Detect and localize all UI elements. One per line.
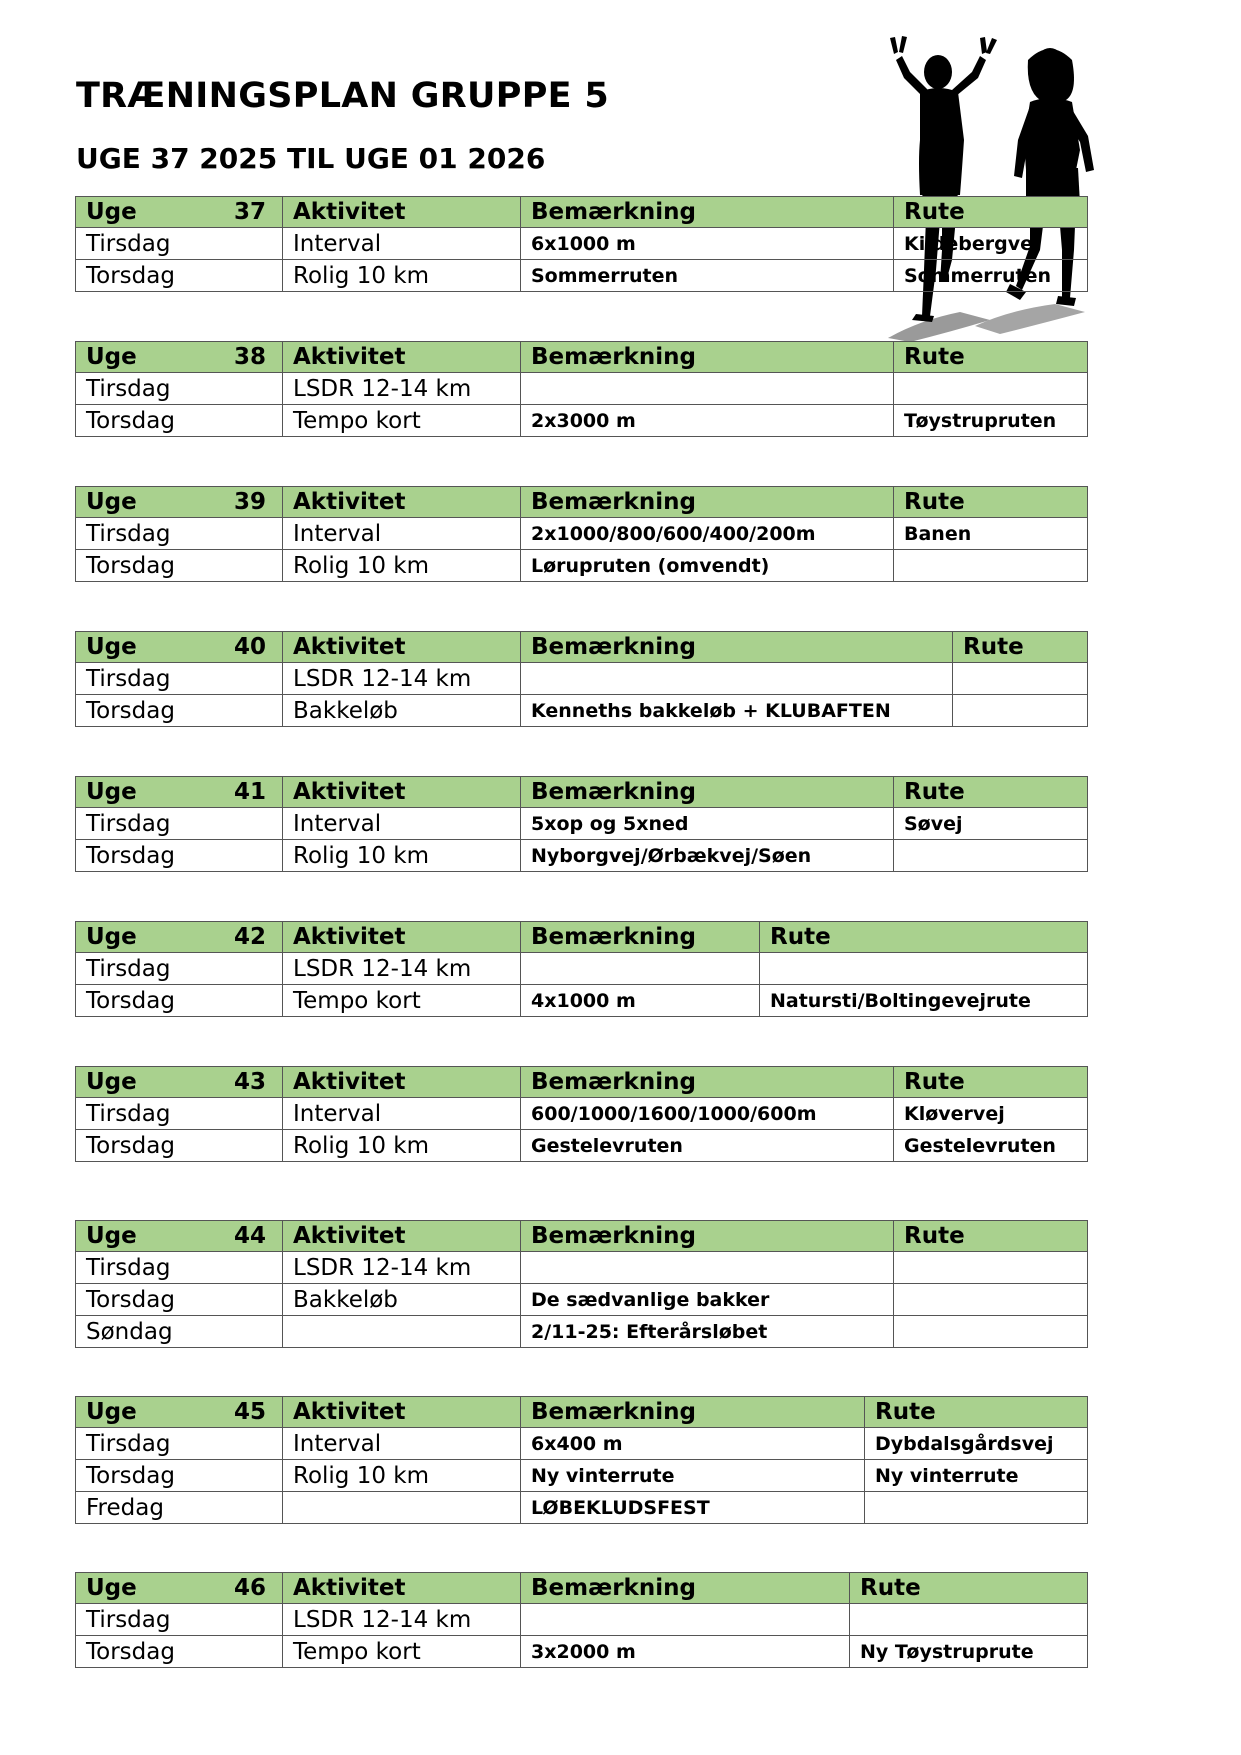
table-row <box>76 953 1088 985</box>
week-table <box>75 486 1088 582</box>
bemaerkning-header: Bemærkning <box>521 1573 850 1604</box>
table-row <box>76 550 1088 582</box>
week-number: 39 <box>233 489 266 515</box>
route-cell: Kildebergvej <box>894 228 1088 260</box>
route-cell: Kløvervej <box>894 1098 1088 1130</box>
note-cell <box>521 663 953 695</box>
day-cell: Tirsdag <box>76 373 283 405</box>
uge-label: Uge <box>86 199 137 225</box>
route-cell <box>953 695 1088 727</box>
day-cell: Torsdag <box>76 1284 283 1316</box>
week-cell <box>76 197 283 228</box>
week-table <box>75 1572 1088 1668</box>
week-table <box>75 631 1088 727</box>
week-header-row <box>76 487 1088 518</box>
note-cell: De sædvanlige bakker <box>521 1284 894 1316</box>
table-row <box>76 663 1088 695</box>
day-cell: Torsdag <box>76 550 283 582</box>
note-cell: 2x1000/800/600/400/200m <box>521 518 894 550</box>
week-cell <box>76 1221 283 1252</box>
rute-header: Rute <box>953 632 1088 663</box>
note-cell: 4x1000 m <box>521 985 760 1017</box>
table-row <box>76 1130 1088 1162</box>
table-row <box>76 405 1088 437</box>
table-row <box>76 1316 1088 1348</box>
week-header-row <box>76 342 1088 373</box>
activity-cell: Interval <box>283 1428 521 1460</box>
week-number: 45 <box>233 1399 266 1425</box>
route-cell <box>894 840 1088 872</box>
day-cell: Søndag <box>76 1316 283 1348</box>
week-header-row <box>76 1573 1088 1604</box>
week-cell <box>76 1397 283 1428</box>
note-cell: Kenneths bakkeløb + KLUBAFTEN <box>521 695 953 727</box>
activity-cell: Rolig 10 km <box>283 1460 521 1492</box>
table-row <box>76 1252 1088 1284</box>
table-row <box>76 1284 1088 1316</box>
aktivitet-header: Aktivitet <box>283 1397 521 1428</box>
note-cell: 6x1000 m <box>521 228 894 260</box>
day-cell: Tirsdag <box>76 1098 283 1130</box>
day-cell: Torsdag <box>76 695 283 727</box>
week-number: 41 <box>233 779 266 805</box>
uge-label: Uge <box>86 489 137 515</box>
activity-cell: LSDR 12-14 km <box>283 1252 521 1284</box>
week-table <box>75 1066 1088 1162</box>
aktivitet-header: Aktivitet <box>283 777 521 808</box>
week-table <box>75 196 1088 292</box>
bemaerkning-header: Bemærkning <box>521 197 894 228</box>
note-cell: 2x3000 m <box>521 405 894 437</box>
day-cell: Tirsdag <box>76 808 283 840</box>
route-cell: Gestelevruten <box>894 1130 1088 1162</box>
bemaerkning-header: Bemærkning <box>521 1221 894 1252</box>
route-cell: Ny vinterrute <box>865 1460 1088 1492</box>
aktivitet-header: Aktivitet <box>283 1067 521 1098</box>
route-cell: Søvej <box>894 808 1088 840</box>
week-number: 37 <box>233 199 266 225</box>
week-number: 43 <box>233 1069 266 1095</box>
week-cell <box>76 1573 283 1604</box>
route-cell <box>894 1284 1088 1316</box>
table-row <box>76 260 1088 292</box>
note-cell <box>521 1252 894 1284</box>
route-cell <box>850 1604 1088 1636</box>
week-header-row <box>76 1221 1088 1252</box>
week-table <box>75 921 1088 1017</box>
day-cell: Torsdag <box>76 405 283 437</box>
note-cell: Nyborgvej/Ørbækvej/Søen <box>521 840 894 872</box>
route-cell <box>953 663 1088 695</box>
route-cell: Dybdalsgårdsvej <box>865 1428 1088 1460</box>
table-row <box>76 695 1088 727</box>
week-number: 38 <box>233 344 266 370</box>
route-cell <box>760 953 1088 985</box>
day-cell: Torsdag <box>76 260 283 292</box>
day-cell: Tirsdag <box>76 663 283 695</box>
table-row <box>76 840 1088 872</box>
aktivitet-header: Aktivitet <box>283 342 521 373</box>
bemaerkning-header: Bemærkning <box>521 922 760 953</box>
week-header-row <box>76 922 1088 953</box>
week-number: 44 <box>233 1223 266 1249</box>
route-cell: Banen <box>894 518 1088 550</box>
week-cell <box>76 777 283 808</box>
table-row <box>76 373 1088 405</box>
note-cell: Ny vinterrute <box>521 1460 865 1492</box>
uge-label: Uge <box>86 1575 137 1601</box>
week-number: 46 <box>233 1575 266 1601</box>
rute-header: Rute <box>850 1573 1088 1604</box>
rute-header: Rute <box>865 1397 1088 1428</box>
activity-cell: Rolig 10 km <box>283 260 521 292</box>
bemaerkning-header: Bemærkning <box>521 777 894 808</box>
route-cell: Natursti/Boltingevejrute <box>760 985 1088 1017</box>
note-cell: Lørupruten (omvendt) <box>521 550 894 582</box>
week-cell <box>76 632 283 663</box>
route-cell: Ny Tøystruprute <box>850 1636 1088 1668</box>
route-cell <box>894 550 1088 582</box>
activity-cell <box>283 1492 521 1524</box>
activity-cell: Interval <box>283 808 521 840</box>
activity-cell: Tempo kort <box>283 405 521 437</box>
bemaerkning-header: Bemærkning <box>521 342 894 373</box>
week-header-row <box>76 197 1088 228</box>
activity-cell: Tempo kort <box>283 1636 521 1668</box>
day-cell: Torsdag <box>76 1460 283 1492</box>
rute-header: Rute <box>894 1221 1088 1252</box>
activity-cell: Interval <box>283 518 521 550</box>
week-header-row <box>76 632 1088 663</box>
rute-header: Rute <box>894 487 1088 518</box>
week-number: 42 <box>233 924 266 950</box>
bemaerkning-header: Bemærkning <box>521 1397 865 1428</box>
route-cell: Tøystrupruten <box>894 405 1088 437</box>
week-cell <box>76 1067 283 1098</box>
week-header-row <box>76 777 1088 808</box>
week-header-row <box>76 1067 1088 1098</box>
note-cell: 3x2000 m <box>521 1636 850 1668</box>
aktivitet-header: Aktivitet <box>283 1221 521 1252</box>
aktivitet-header: Aktivitet <box>283 1573 521 1604</box>
day-cell: Torsdag <box>76 840 283 872</box>
table-row <box>76 228 1088 260</box>
note-cell: 5xop og 5xned <box>521 808 894 840</box>
note-cell: 6x400 m <box>521 1428 865 1460</box>
activity-cell: Bakkeløb <box>283 695 521 727</box>
runners-silhouette-icon <box>880 20 1120 350</box>
day-cell: Tirsdag <box>76 1252 283 1284</box>
week-cell <box>76 922 283 953</box>
week-table <box>75 341 1088 437</box>
bemaerkning-header: Bemærkning <box>521 632 953 663</box>
table-row <box>76 1460 1088 1492</box>
activity-cell: Interval <box>283 1098 521 1130</box>
note-cell: Sommerruten <box>521 260 894 292</box>
week-table <box>75 1220 1088 1348</box>
note-cell <box>521 953 760 985</box>
day-cell: Torsdag <box>76 1130 283 1162</box>
uge-label: Uge <box>86 1223 137 1249</box>
week-number: 40 <box>233 634 266 660</box>
note-cell: Gestelevruten <box>521 1130 894 1162</box>
rute-header: Rute <box>894 342 1088 373</box>
table-row <box>76 1428 1088 1460</box>
aktivitet-header: Aktivitet <box>283 197 521 228</box>
day-cell: Tirsdag <box>76 518 283 550</box>
bemaerkning-header: Bemærkning <box>521 487 894 518</box>
table-row <box>76 808 1088 840</box>
week-table <box>75 776 1088 872</box>
page-subtitle: UGE 37 2025 TIL UGE 01 2026 <box>76 142 546 175</box>
day-cell: Fredag <box>76 1492 283 1524</box>
page-title: TRÆNINGSPLAN GRUPPE 5 <box>76 76 610 116</box>
table-row <box>76 1492 1088 1524</box>
rute-header: Rute <box>894 777 1088 808</box>
day-cell: Tirsdag <box>76 1428 283 1460</box>
rute-header: Rute <box>894 1067 1088 1098</box>
bemaerkning-header: Bemærkning <box>521 1067 894 1098</box>
week-cell <box>76 487 283 518</box>
note-cell: LØBEKLUDSFEST <box>521 1492 865 1524</box>
uge-label: Uge <box>86 1399 137 1425</box>
table-row <box>76 1098 1088 1130</box>
route-cell <box>894 1316 1088 1348</box>
day-cell: Tirsdag <box>76 228 283 260</box>
activity-cell: Rolig 10 km <box>283 550 521 582</box>
activity-cell: Rolig 10 km <box>283 1130 521 1162</box>
day-cell: Tirsdag <box>76 1604 283 1636</box>
uge-label: Uge <box>86 1069 137 1095</box>
rute-header: Rute <box>760 922 1088 953</box>
uge-label: Uge <box>86 924 137 950</box>
activity-cell <box>283 1316 521 1348</box>
activity-cell: LSDR 12-14 km <box>283 1604 521 1636</box>
note-cell <box>521 1604 850 1636</box>
day-cell: Tirsdag <box>76 953 283 985</box>
route-cell <box>894 373 1088 405</box>
aktivitet-header: Aktivitet <box>283 632 521 663</box>
activity-cell: Rolig 10 km <box>283 840 521 872</box>
route-cell <box>894 1252 1088 1284</box>
rute-header: Rute <box>894 197 1088 228</box>
week-header-row <box>76 1397 1088 1428</box>
activity-cell: LSDR 12-14 km <box>283 663 521 695</box>
day-cell: Torsdag <box>76 985 283 1017</box>
aktivitet-header: Aktivitet <box>283 922 521 953</box>
aktivitet-header: Aktivitet <box>283 487 521 518</box>
activity-cell: Tempo kort <box>283 985 521 1017</box>
uge-label: Uge <box>86 634 137 660</box>
activity-cell: Bakkeløb <box>283 1284 521 1316</box>
table-row <box>76 518 1088 550</box>
week-cell <box>76 342 283 373</box>
table-row <box>76 1636 1088 1668</box>
route-cell: Sommerruten <box>894 260 1088 292</box>
table-row <box>76 1604 1088 1636</box>
note-cell: 2/11-25: Efterårsløbet <box>521 1316 894 1348</box>
note-cell: 600/1000/1600/1000/600m <box>521 1098 894 1130</box>
activity-cell: LSDR 12-14 km <box>283 373 521 405</box>
week-table <box>75 1396 1088 1524</box>
route-cell <box>865 1492 1088 1524</box>
activity-cell: LSDR 12-14 km <box>283 953 521 985</box>
activity-cell: Interval <box>283 228 521 260</box>
day-cell: Torsdag <box>76 1636 283 1668</box>
table-row <box>76 985 1088 1017</box>
note-cell <box>521 373 894 405</box>
uge-label: Uge <box>86 344 137 370</box>
uge-label: Uge <box>86 779 137 805</box>
